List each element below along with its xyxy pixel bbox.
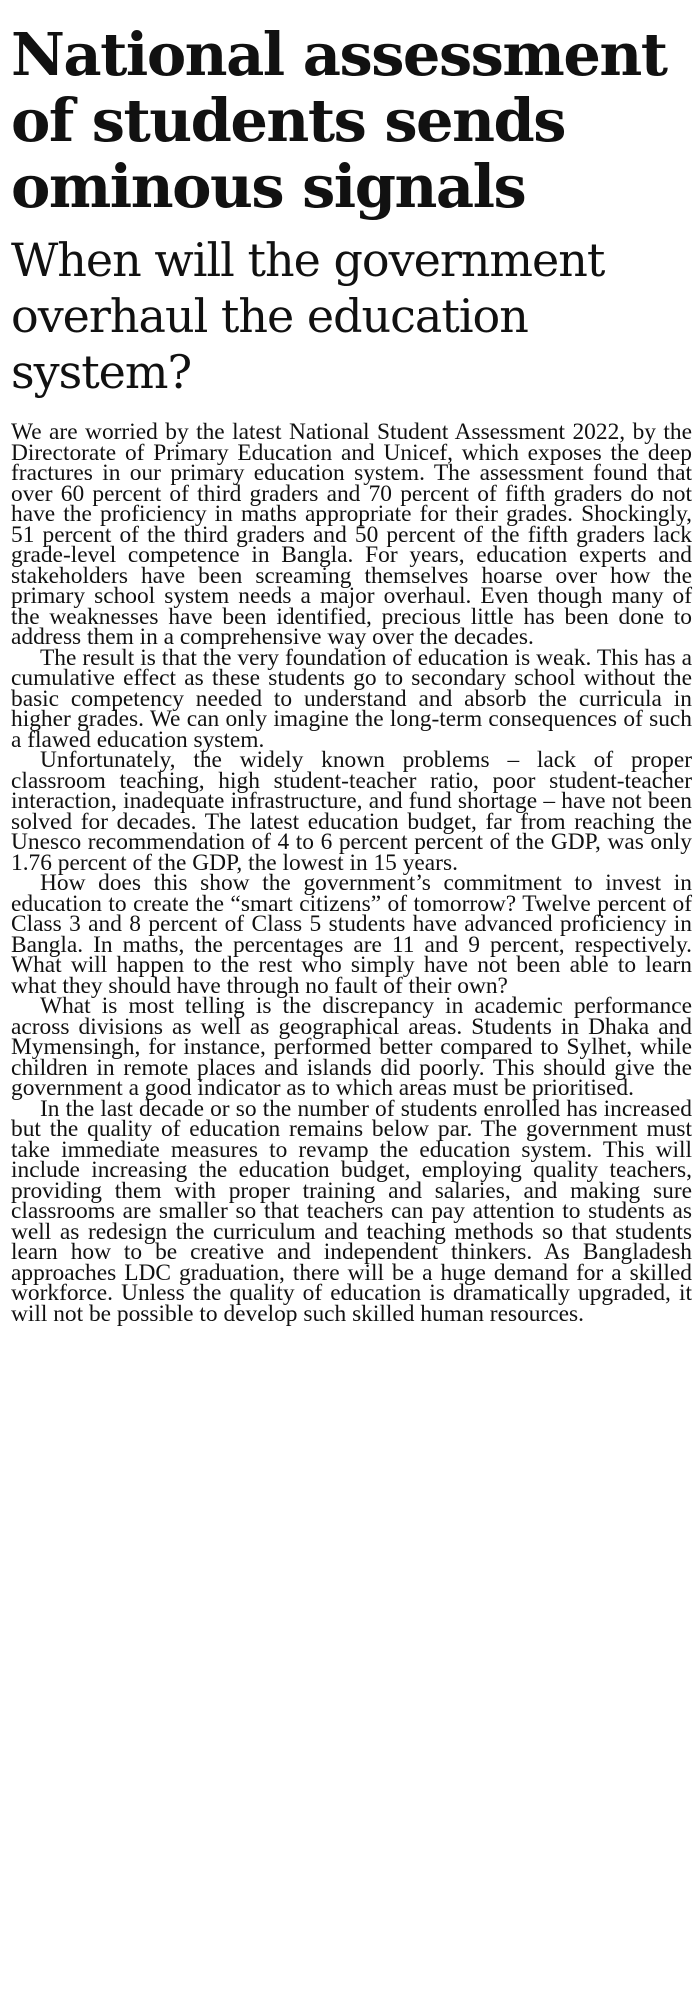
headline: National assessment of students sends ominous signals [11,20,667,221]
body-paragraph: Unfortunately, the widely known problems – lack of proper classroom teaching, high student-teacher ratio, poor student-teacher interaction, inadequate infrastructure, and fund shortage – have not been solved for decades. The latest education budget, far from reaching the Unesco recommendation of 4 to 6 percent percent of the GDP, was only 1.76 percent of the GDP, the lowest in 15 years. [11,747,692,876]
body-paragraph: What is most telling is the discrepancy in academic performance across divisions as well as geographical areas. Students in Dhaka and Mymensingh, for instance, performed better compared to Sylhet, while children in remote places and islands did poorly. This should give the government a good indicator as to which areas must be prioritised. [11,993,692,1101]
body-paragraph: The result is that the very foundation of education is weak. This has a cumulative effect as these students go to secondary school without the basic competency needed to understand and absorb the curricula in higher grades. We can only imagine the long-term consequences of such a flawed education system. [11,644,692,753]
body-paragraph: We are worried by the latest National Student Assessment 2022, by the Directorate of Primary Education and Unicef, which exposes the deep fractures in our primary education system. The assessment found that over 60 percent of third graders and 70 percent of fifth graders do not have the proficiency in maths appropriate for their grades. Shockingly, 51 percent of the third graders and 50 percent of the fifth graders lack grade-level competence in Bangla. For years, education experts and stakeholders have been screaming themselves hoarse over how the primary school system needs a major overhaul. Even though many of the weaknesses have been identified, precious little has been done to address them in a comprehensive way over the decades. [11,419,692,650]
article-body [11,419,692,1327]
body-paragraph: In the last decade or so the number of students enrolled has increased but the quality of education remains below par. The government must take immediate measures to revamp the education system. This will include increasing the education budget, employing quality teachers, providing them with proper training and salaries, and making sure classrooms are smaller so that teachers can pay attention to students as well as redesign the curriculum and teaching methods so that students learn how to be creative and independent thinkers. As Bangladesh approaches LDC graduation, there will be a huge demand for a skilled workforce. Unless the quality of education is dramatically upgraded, it will not be possible to develop such skilled human resources. [11,1095,692,1327]
article [11,0,692,1327]
subheadline: When will the government overhaul the education system? [11,233,605,399]
body-paragraph: How does this show the government’s commitment to invest in education to create the “smart citizens” of tomorrow? Twelve percent of Class 3 and 8 percent of Class 5 students have advanced proficiency in Bangla. In maths, the percentages are 11 and 9 percent, respectively. What will happen to the rest who simply have not been able to learn what they should have through no fault of their own? [11,870,692,999]
